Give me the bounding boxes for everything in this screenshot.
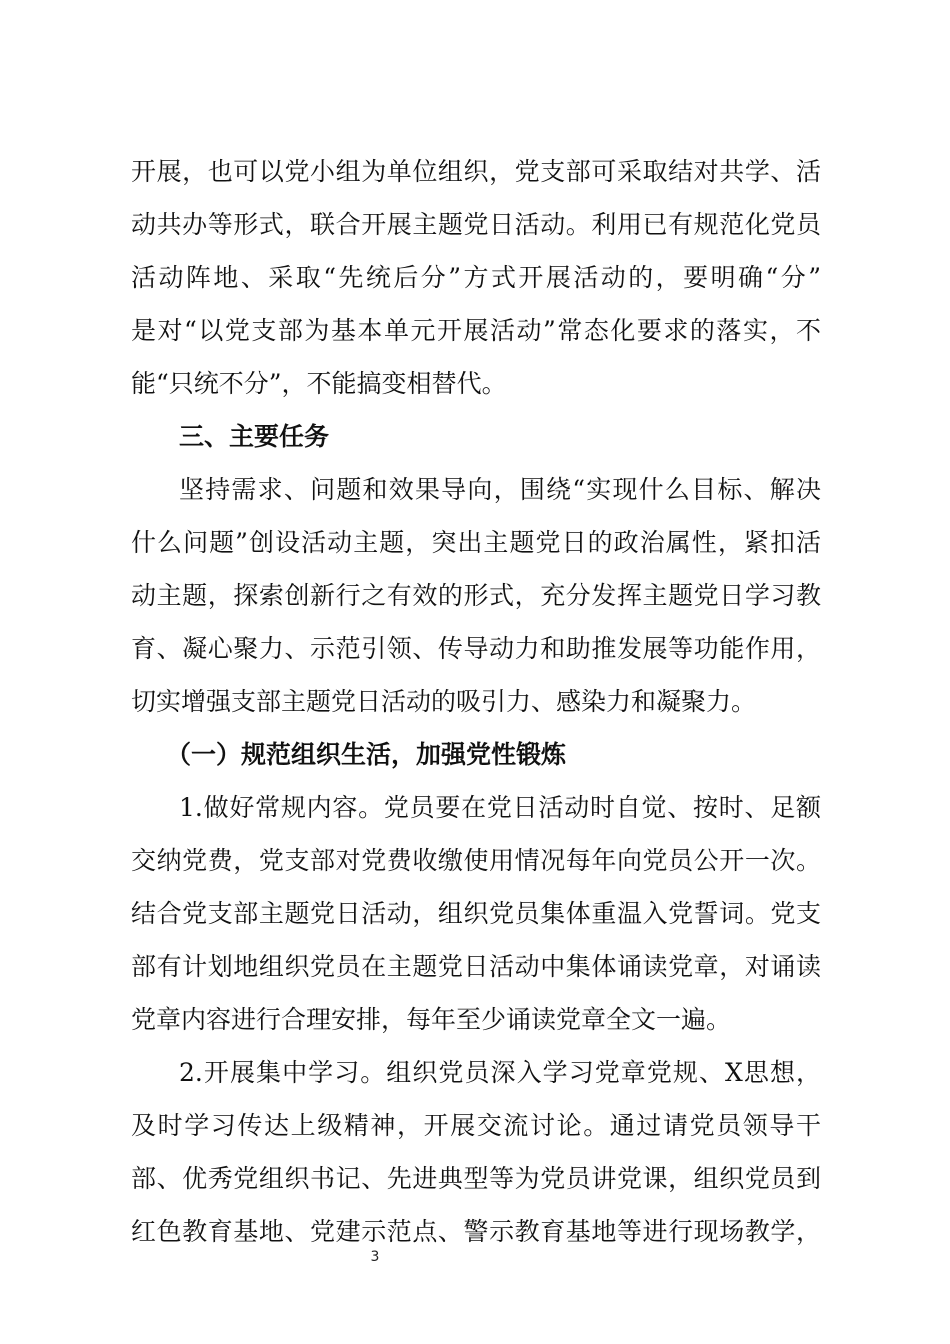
paragraph-line: 部、优秀党组织书记、先进典型等为党员讲党课，组织党员到 [131, 1164, 821, 1193]
paragraph-line: 能“只统不分”，不能搞变相替代。 [131, 369, 507, 398]
paragraph-line: 什么问题”创设活动主题，突出主题党日的政治属性，紧扣活 [131, 528, 821, 557]
paragraph-line: 活动阵地、采取“先统后分”方式开展活动的，要明确“分” [131, 263, 821, 292]
subsection-heading: （一）规范组织生活，加强党性锻炼 [166, 740, 567, 769]
paragraph-line: 及时学习传达上级精神，开展交流讨论。通过请党员领导干 [131, 1111, 821, 1140]
paragraph-line: 动共办等形式，联合开展主题党日活动。利用已有规范化党员 [131, 210, 821, 239]
paragraph-line: 是对“以党支部为基本单元开展活动”常态化要求的落实，不 [131, 316, 821, 345]
section-heading: 三、主要任务 [179, 422, 330, 451]
paragraph-line: 动主题，探索创新行之有效的形式，充分发挥主题党日学习教 [131, 581, 821, 610]
paragraph-line: 2.开展集中学习。组织党员深入学习党章党规、X思想， [179, 1058, 821, 1087]
paragraph-line: 切实增强支部主题党日活动的吸引力、感染力和凝聚力。 [131, 687, 757, 716]
paragraph-line: 交纳党费，党支部对党费收缴使用情况每年向党员公开一次。 [131, 846, 821, 875]
paragraph-line: 育、凝心聚力、示范引领、传导动力和助推发展等功能作用， [131, 634, 821, 663]
paragraph-line: 1.做好常规内容。党员要在党日活动时自觉、按时、足额 [179, 793, 821, 822]
page-number: 3 [370, 1249, 380, 1265]
paragraph-line: 党章内容进行合理安排，每年至少诵读党章全文一遍。 [131, 1005, 732, 1034]
paragraph-line: 红色教育基地、党建示范点、警示教育基地等进行现场教学， [131, 1217, 821, 1246]
paragraph-line: 坚持需求、问题和效果导向，围绕“实现什么目标、解决 [179, 475, 821, 504]
paragraph-line: 开展，也可以党小组为单位组织，党支部可采取结对共学、活 [131, 157, 821, 186]
paragraph-line: 结合党支部主题党日活动，组织党员集体重温入党誓词。党支 [131, 899, 821, 928]
paragraph-line: 部有计划地组织党员在主题党日活动中集体诵读党章，对诵读 [131, 952, 821, 981]
